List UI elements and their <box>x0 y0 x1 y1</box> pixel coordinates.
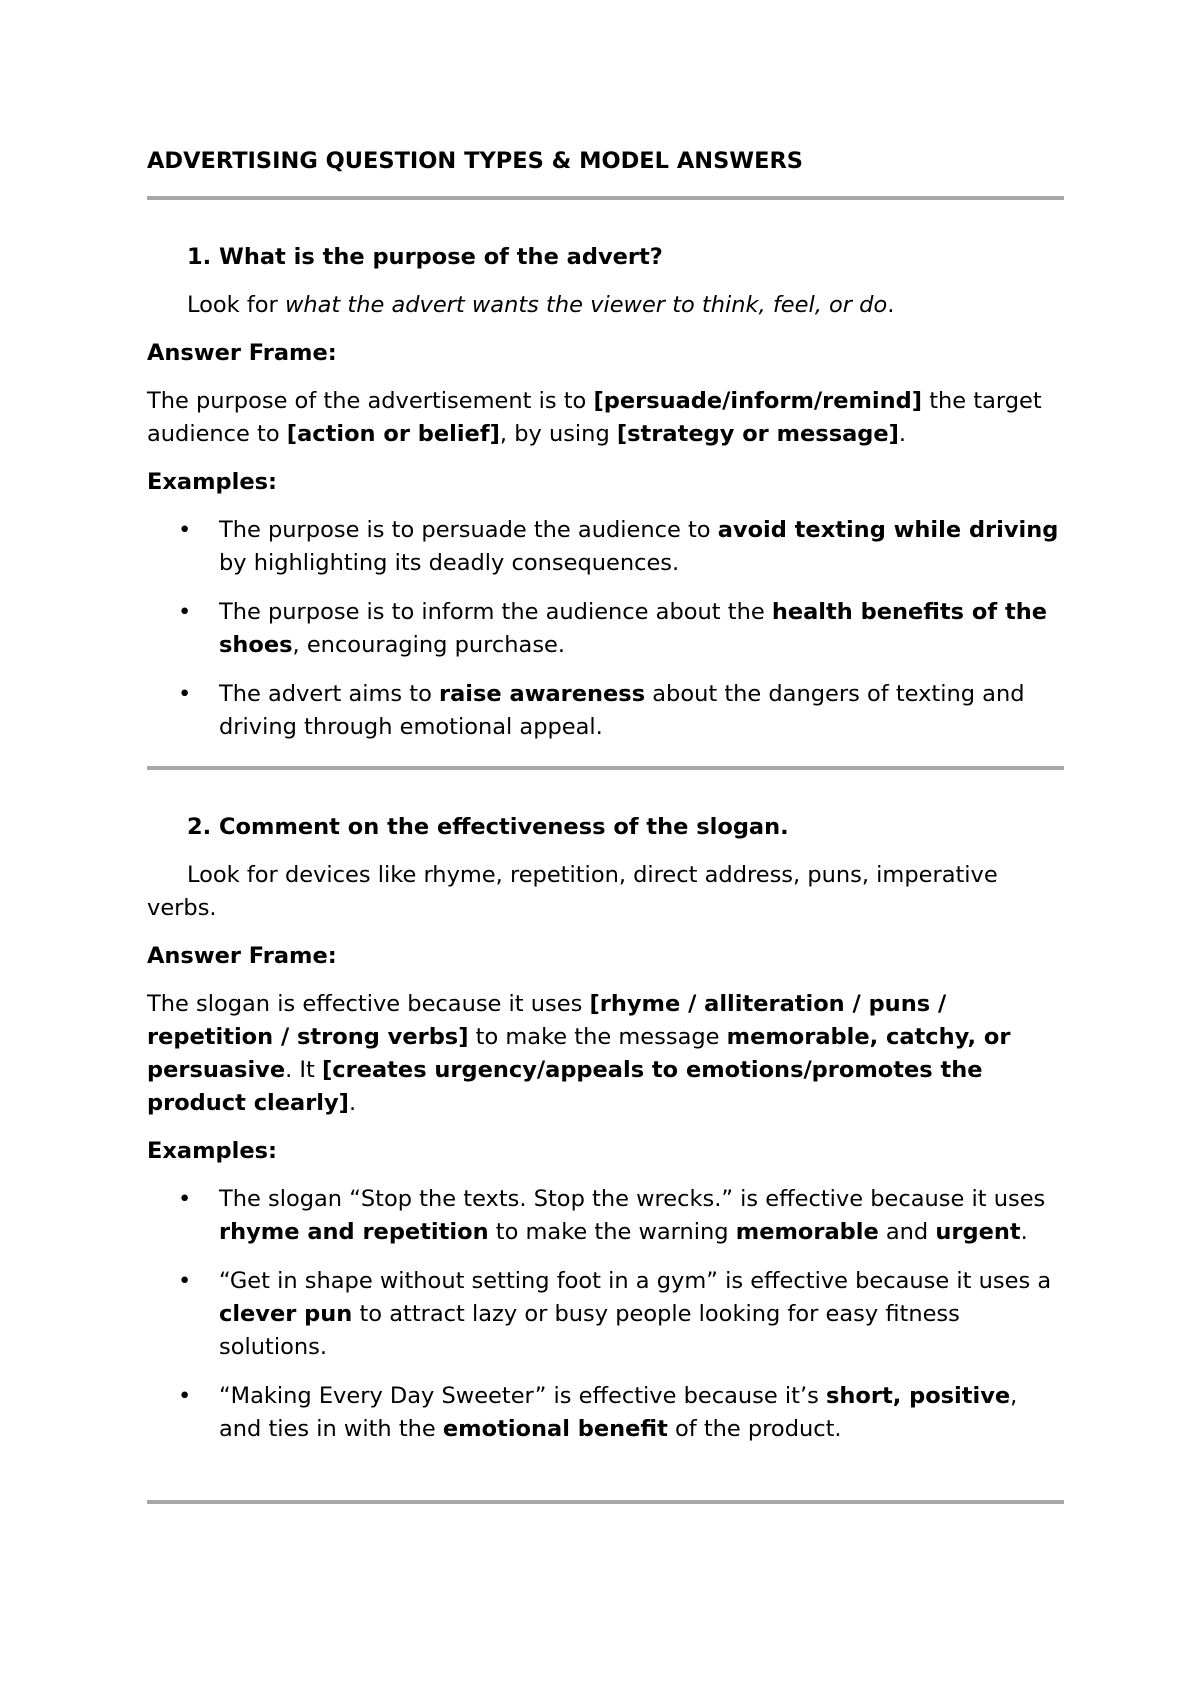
bullet-icon: • <box>178 1186 192 1212</box>
question-heading: 2. Comment on the effectiveness of the slogan. <box>187 814 789 840</box>
frame-text: . <box>348 1090 357 1116</box>
frame-bold: [creates urgency/appeals to emotions/promotes the product clearly] <box>147 1057 983 1116</box>
bullet-icon: • <box>178 681 192 707</box>
frame-bold: [strategy or message] <box>616 421 899 447</box>
frame-bold: [action or belief] <box>286 421 500 447</box>
hint-prefix: Look for <box>187 292 285 318</box>
example-bold: emotional benefit <box>442 1416 668 1442</box>
bullet-icon: • <box>178 1268 192 1294</box>
divider <box>147 766 1064 770</box>
frame-bold: [persuade/inform/remind] <box>593 388 923 414</box>
frame-text: The purpose of the advertisement is to <box>147 388 594 414</box>
bullet-icon: • <box>178 599 192 625</box>
list-item <box>147 1183 1064 1249</box>
hint-suffix: . <box>887 292 895 318</box>
example-text: , and ties in with the <box>219 1383 1018 1442</box>
example-bold: raise awareness <box>439 681 646 707</box>
bullet-icon: • <box>178 517 192 543</box>
example-bold: urgent <box>935 1219 1021 1245</box>
example-bold: avoid texting while driving <box>717 517 1059 543</box>
list-item <box>147 1265 1064 1364</box>
examples-list <box>147 1183 1064 1446</box>
example-text: “Get in shape without setting foot in a gym” is effective because it uses a <box>219 1268 1052 1294</box>
frame-text: to make the message <box>468 1024 727 1050</box>
example-text: about the dangers of texting and driving through emotional appeal. <box>219 681 1025 740</box>
example-bold: rhyme and repetition <box>219 1219 489 1245</box>
frame-text: The slogan is effective because it uses <box>147 991 590 1017</box>
divider <box>147 196 1064 200</box>
answer-frame-label: Answer Frame: <box>147 340 337 366</box>
example-text: “Making Every Day Sweeter” is effective because it’s <box>219 1383 826 1409</box>
frame-text: the target audience to <box>147 388 1042 447</box>
answer-frame-text <box>147 385 1064 451</box>
bullet-icon: • <box>178 1383 192 1409</box>
example-text: The purpose is to inform the audience about the <box>219 599 772 625</box>
list-item <box>147 596 1064 662</box>
question-hint: Look for devices like rhyme, repetition, direct address, puns, imperative verbs. <box>147 862 998 921</box>
answer-frame-label: Answer Frame: <box>147 943 337 969</box>
example-text: , encouraging purchase. <box>292 632 566 658</box>
question-heading: 1. What is the purpose of the advert? <box>187 244 663 270</box>
frame-text: . It <box>285 1057 323 1083</box>
frame-text: . <box>898 421 907 447</box>
list-item <box>147 1380 1064 1446</box>
example-text: . <box>1020 1219 1028 1245</box>
example-text: The advert aims to <box>219 681 440 707</box>
example-bold: short, positive <box>825 1383 1011 1409</box>
example-text: The slogan “Stop the texts. Stop the wrecks.” is effective because it uses <box>219 1186 1046 1212</box>
section-slogan <box>147 811 1064 1462</box>
divider <box>147 1500 1064 1504</box>
section-purpose <box>147 241 1064 760</box>
example-bold: clever pun <box>219 1301 353 1327</box>
example-text: to make the warning <box>488 1219 736 1245</box>
frame-bold: memorable, catchy, or persuasive <box>147 1024 1011 1083</box>
example-text: to attract lazy or busy people looking for easy fitness solutions. <box>219 1301 960 1360</box>
list-item <box>147 514 1064 580</box>
frame-text: , by using <box>499 421 617 447</box>
example-text: The purpose is to persuade the audience to <box>219 517 718 543</box>
example-text: by highlighting its deadly consequences. <box>219 550 680 576</box>
example-bold: memorable <box>735 1219 879 1245</box>
example-text: and <box>878 1219 936 1245</box>
frame-bold: [rhyme / alliteration / puns / repetition / strong verbs] <box>147 991 947 1050</box>
example-text: of the product. <box>667 1416 842 1442</box>
document-title: ADVERTISING QUESTION TYPES & MODEL ANSWERS <box>147 148 803 174</box>
hint-italic: what the advert wants the viewer to think, feel, or do <box>284 292 888 318</box>
examples-list <box>147 514 1064 744</box>
examples-label: Examples: <box>147 469 277 495</box>
answer-frame-text <box>147 988 1064 1120</box>
examples-label: Examples: <box>147 1138 277 1164</box>
list-item <box>147 678 1064 744</box>
question-hint <box>147 289 1064 322</box>
example-bold: health benefits of the shoes <box>219 599 1048 658</box>
